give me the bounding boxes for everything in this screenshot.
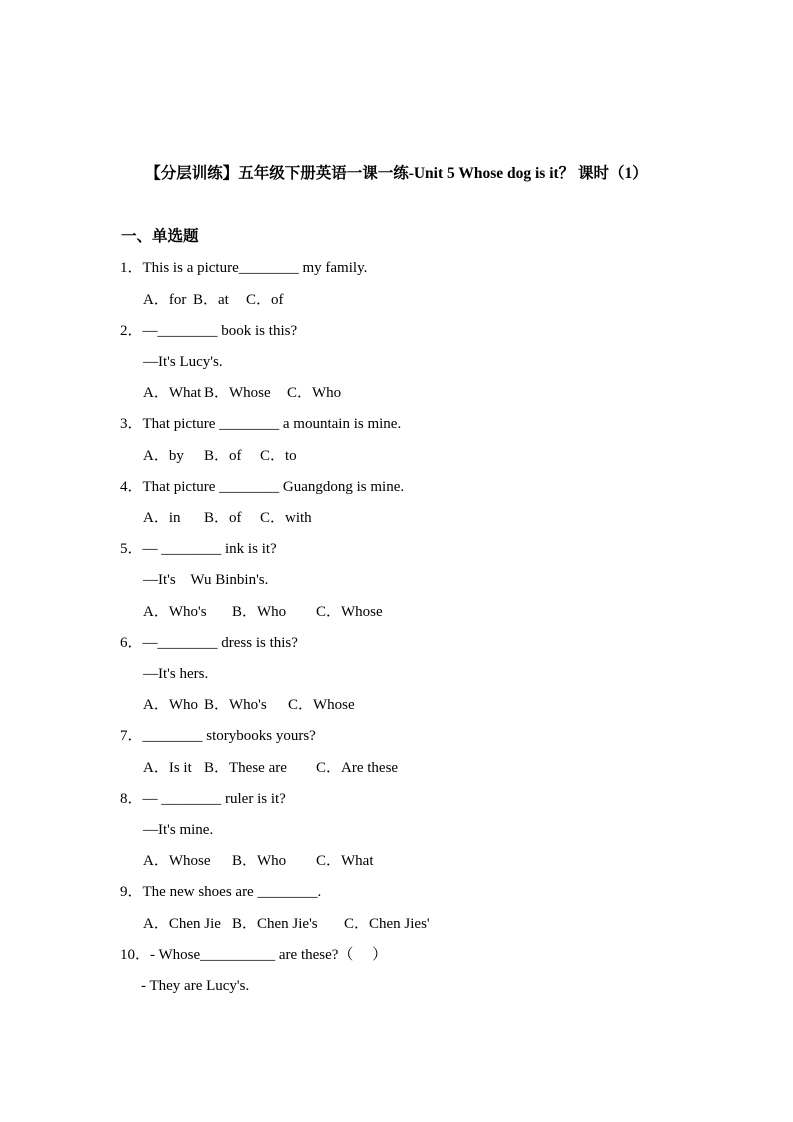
- option-c[interactable]: C．Chen Jies': [344, 916, 430, 932]
- question-7: [120, 726, 316, 746]
- option-c[interactable]: C．What: [316, 853, 374, 869]
- option-c[interactable]: C．Are these: [316, 760, 399, 776]
- question-4-options: [143, 508, 312, 528]
- question-number: 5．: [120, 541, 143, 557]
- question-4: [120, 477, 404, 497]
- question-number: 9．: [120, 884, 143, 900]
- option-b[interactable]: B．Who's: [204, 697, 267, 713]
- question-stem: —________ dress is this?: [142, 635, 298, 651]
- question-stem: The new shoes are ________.: [142, 884, 322, 900]
- option-b[interactable]: B．of: [204, 510, 242, 526]
- option-c[interactable]: C．of: [246, 292, 284, 308]
- question-5: [120, 539, 277, 559]
- option-b[interactable]: B．of: [204, 448, 242, 464]
- section-heading: 一、单选题: [121, 228, 199, 245]
- option-c[interactable]: C．to: [260, 448, 297, 464]
- question-9: [120, 882, 321, 902]
- option-b[interactable]: B．at: [193, 292, 229, 308]
- option-b[interactable]: B．Who: [232, 604, 287, 620]
- option-a[interactable]: A．Who's: [143, 604, 207, 620]
- question-number: 2．: [120, 323, 143, 339]
- option-b[interactable]: B．Chen Jie's: [232, 916, 318, 932]
- question-stem: That picture ________ Guangdong is mine.: [142, 479, 405, 495]
- option-b[interactable]: B．These are: [204, 760, 287, 776]
- question-10: [120, 945, 387, 965]
- question-10-reply: - They are Lucy's.: [141, 978, 250, 994]
- question-5-reply: —It's Wu Binbin's.: [143, 572, 269, 588]
- question-8-options: [143, 851, 374, 871]
- document-title: 【分层训练】五年级下册英语一课一练-Unit 5 Whose dog is it？ 课时（1）: [145, 165, 648, 182]
- option-c[interactable]: C．Who: [287, 385, 342, 401]
- option-a[interactable]: A．by: [143, 448, 184, 464]
- question-stem: - Whose__________ are these?（ ）: [150, 947, 388, 963]
- question-3: [120, 414, 401, 434]
- option-a[interactable]: A．Whose: [143, 853, 211, 869]
- question-1: [120, 258, 367, 278]
- question-stem: ________ storybooks yours?: [142, 728, 316, 744]
- question-number: 1．: [120, 260, 143, 276]
- question-number: 10．: [120, 947, 151, 963]
- question-6: [120, 633, 298, 653]
- question-8-reply: —It's mine.: [143, 822, 214, 838]
- question-1-options: [143, 290, 284, 310]
- option-b[interactable]: B．Whose: [204, 385, 271, 401]
- option-a[interactable]: A．Is it: [143, 760, 192, 776]
- option-b[interactable]: B．Who: [232, 853, 287, 869]
- question-number: 7．: [120, 728, 143, 744]
- question-stem: — ________ ink is it?: [142, 541, 277, 557]
- option-a[interactable]: A．Chen Jie: [143, 916, 221, 932]
- option-c[interactable]: C．Whose: [316, 604, 383, 620]
- question-7-options: [143, 758, 398, 778]
- question-stem: This is a picture________ my family.: [142, 260, 368, 276]
- option-c[interactable]: C．with: [260, 510, 312, 526]
- option-a[interactable]: A．for: [143, 292, 187, 308]
- question-stem: —________ book is this?: [142, 323, 298, 339]
- question-3-options: [143, 446, 297, 466]
- question-6-options: [143, 695, 355, 715]
- question-number: 4．: [120, 479, 143, 495]
- option-c[interactable]: C．Whose: [288, 697, 355, 713]
- question-9-options: [143, 914, 430, 934]
- option-a[interactable]: A．Who: [143, 697, 198, 713]
- question-2-reply: —It's Lucy's.: [143, 354, 223, 370]
- question-2-options: [143, 383, 341, 403]
- option-a[interactable]: A．What: [143, 385, 202, 401]
- question-6-reply: —It's hers.: [143, 666, 209, 682]
- option-a[interactable]: A．in: [143, 510, 181, 526]
- question-5-options: [143, 602, 383, 622]
- question-stem: — ________ ruler is it?: [142, 791, 286, 807]
- question-stem: That picture ________ a mountain is mine.: [142, 416, 402, 432]
- question-2: [120, 321, 297, 341]
- question-number: 3．: [120, 416, 143, 432]
- question-number: 8．: [120, 791, 143, 807]
- question-number: 6．: [120, 635, 143, 651]
- question-8: [120, 789, 286, 809]
